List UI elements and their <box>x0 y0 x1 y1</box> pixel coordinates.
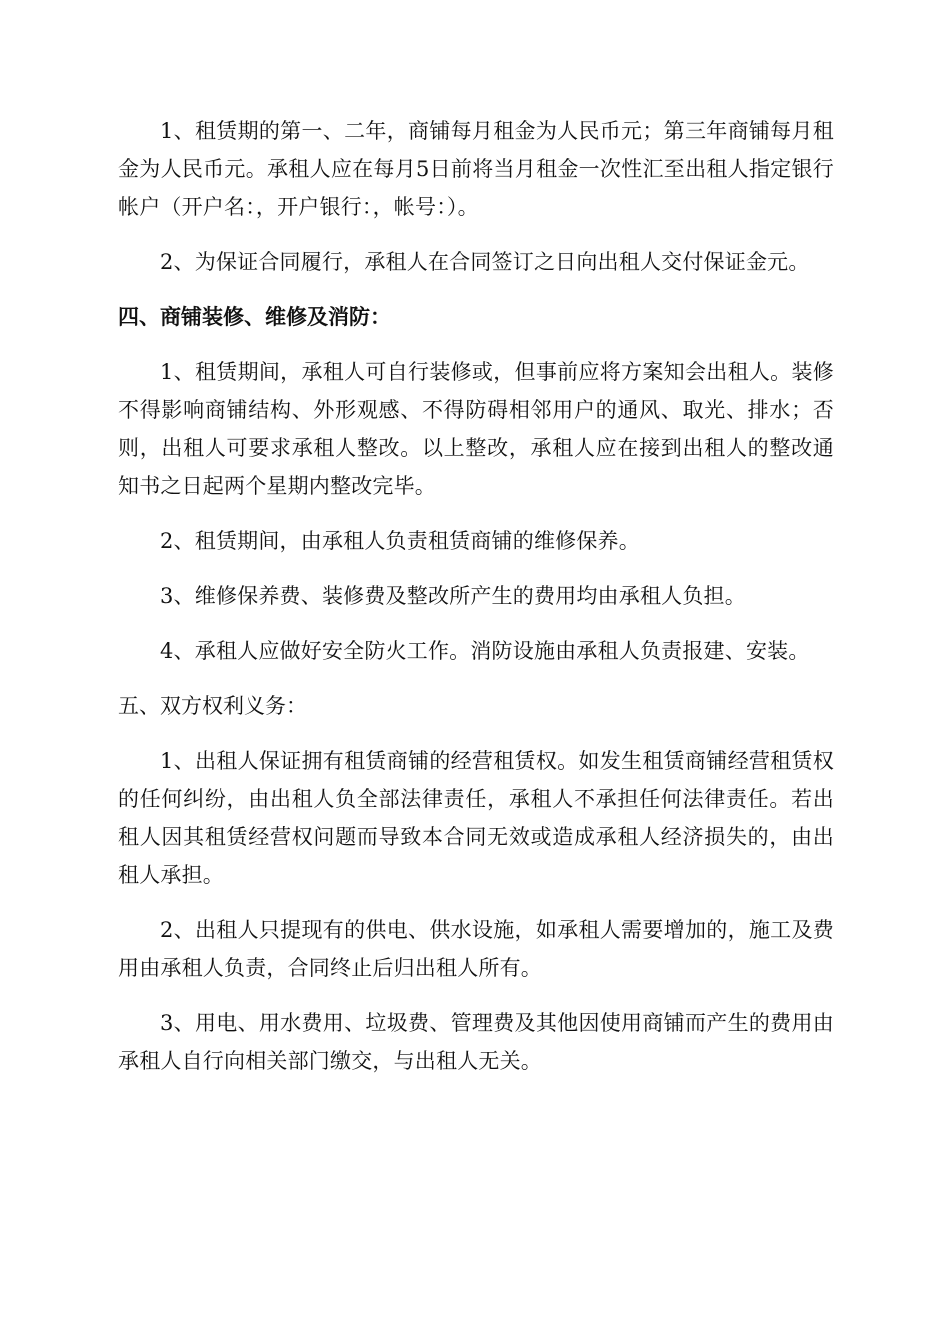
lessor-rights-paragraph: 1、出租人保证拥有租赁商铺的经营租赁权。如发生租赁商铺经营租赁权的任何纠纷，由出租人负全部法律责任，承租人不承担任何法律责任。若出租人因其租赁经营权问题而导致本合同无效或造成承租人经济损失的，由出租人承担。 <box>118 749 834 887</box>
utilities-paragraph: 2、出租人只提现有的供电、供水设施，如承租人需要增加的，施工及费用由承租人负责，合同终止后归出租人所有。 <box>118 918 834 980</box>
maintenance-paragraph: 2、租赁期间，由承租人负责租赁商铺的维修保养。 <box>160 529 640 553</box>
document-body <box>118 112 834 1097</box>
section-heading-renovation: 四、商铺装修、维修及消防： <box>118 305 391 329</box>
renovation-paragraph: 1、租赁期间，承租人可自行装修或，但事前应将方案知会出租人。装修不得影响商铺结构、外形观感、不得防碍相邻用户的通风、取光、排水；否则，出租人可要求承租人整改。以上整改，承租人应在接到出租人的整改通知书之日起两个星期内整改完毕。 <box>118 360 834 498</box>
section-heading-rights: 五、双方权利义务： <box>118 694 307 718</box>
fees-paragraph: 3、用电、用水费用、垃圾费、管理费及其他因使用商铺而产生的费用由承租人自行向相关部门缴交，与出租人无关。 <box>118 1011 834 1073</box>
rent-payment-paragraph: 1、租赁期的第一、二年，商铺每月租金为人民币元；第三年商铺每月租金为人民币元。承租人应在每月5日前将当月租金一次性汇至出租人指定银行帐户（开户名：，开户银行：，帐号：）。 <box>118 119 834 219</box>
deposit-paragraph: 2、为保证合同履行，承租人在合同签订之日向出租人交付保证金元。 <box>160 250 810 274</box>
fire-safety-paragraph: 4、承租人应做好安全防火工作。消防设施由承租人负责报建、安装。 <box>160 639 810 663</box>
costs-paragraph: 3、维修保养费、装修费及整改所产生的费用均由承租人负担。 <box>160 584 746 608</box>
